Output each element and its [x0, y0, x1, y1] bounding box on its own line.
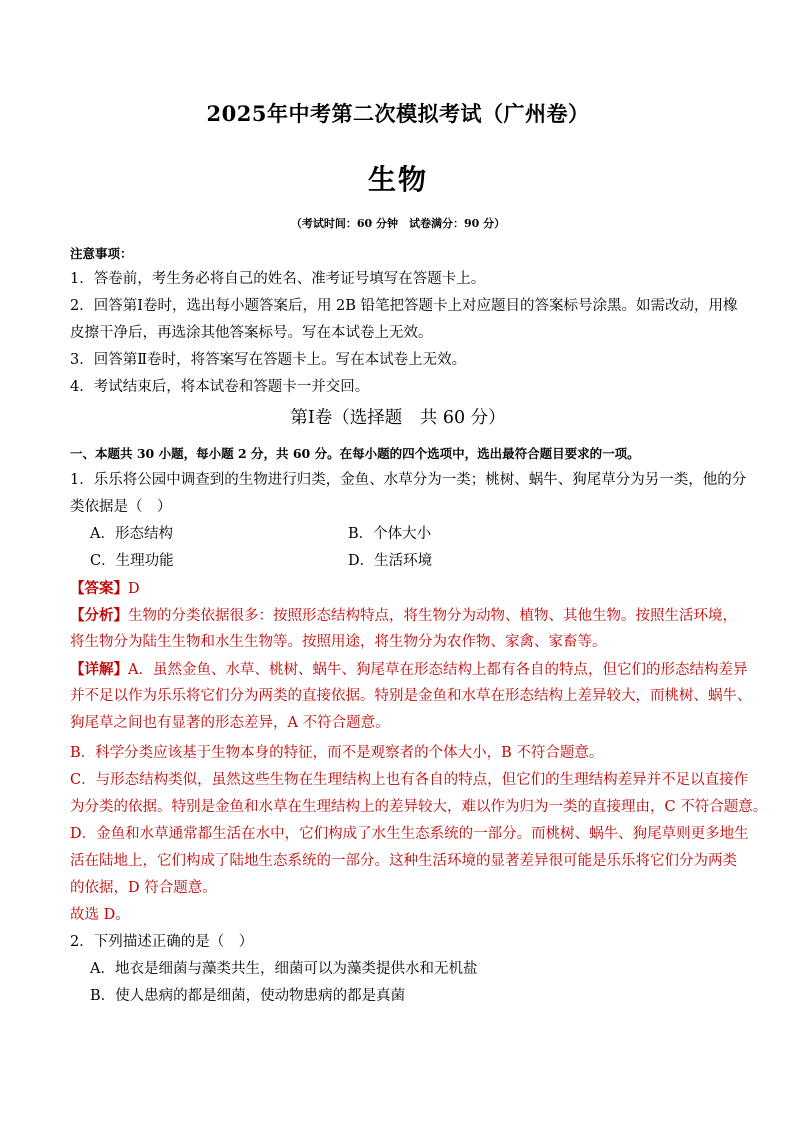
- q1-detail-line: [70, 656, 748, 684]
- q1-detail-line: C．与形态结构类似，虽然这些生物在生理结构上也有各自的特点，但它们的生理结构差异并不足以直接作: [70, 772, 749, 788]
- q2-option-b: B．使人患病的都是细菌，使动物患病的都是真菌: [90, 988, 406, 1004]
- exam-info: （考试时间：60 分钟 试卷满分：90 分）: [290, 217, 506, 230]
- q1-conclusion: 故选 D。: [70, 907, 130, 923]
- analysis-tag: 【分析】: [70, 607, 128, 624]
- note-item: 1．答卷前，考生务必将自己的姓名、准考证号填写在答题卡上。: [70, 271, 486, 287]
- subject-title: 生物: [367, 163, 428, 196]
- q1-detail-line: D．金鱼和水草通常都生活在水中，它们构成了水生生态系统的一部分。而桃树、蜗牛、狗尾草则更多地生: [70, 826, 749, 842]
- answer-value: D: [128, 581, 140, 597]
- q1-stem-line: 1．乐乐将公园中调查到的生物进行归类，金鱼、水草分为一类；桃树、蜗牛、狗尾草分为另一类，他的分: [70, 472, 747, 488]
- q1-analysis-line: 将生物分为陆生生物和水生生物等。按照用途，将生物分为农作物、家禽、家畜等。: [70, 634, 607, 650]
- q1-option-b: B．个体大小: [348, 526, 432, 542]
- analysis-text: 生物的分类依据很多：按照形态结构特点，将生物分为动物、植物、其他生物。按照生活环境，: [128, 608, 737, 624]
- q2-stem: 2．下列描述正确的是（ ）: [70, 934, 254, 950]
- q1-detail-line: 为分类的依据。特别是金鱼和水草在生理结构上的差异较大，难以作为归为一类的直接理由，C 不符合题意。: [70, 799, 768, 815]
- exam-title: 2025年中考第二次模拟考试（广州卷）: [206, 101, 590, 126]
- q1-option-c: C．生理功能: [90, 553, 174, 569]
- detail-text: A．虽然金鱼、水草、桃树、蜗牛、狗尾草在形态结构上都有各自的特点，但它们的形态结构差异: [128, 662, 748, 678]
- note-item: 4．考试结束后，将本试卷和答题卡一并交回。: [70, 379, 370, 395]
- q1-option-d: D．生活环境: [348, 553, 433, 569]
- section-instruction: 一、本题共 30 小题，每小题 2 分，共 60 分。在每小题的四个选项中，选出最符合题目要求的一项。: [70, 446, 640, 461]
- q2-option-a: A．地衣是细菌与藻类共生，细菌可以为藻类提供水和无机盐: [90, 961, 478, 977]
- q1-stem-line: 类依据是（ ）: [70, 499, 172, 515]
- q1-option-a: A．形态结构: [90, 526, 173, 542]
- note-item: 皮擦干净后，再选涂其他答案标号。写在本试卷上无效。: [70, 325, 433, 341]
- section-title: 第Ⅰ卷（选择题 共 60 分）: [290, 408, 506, 428]
- q1-analysis-line: [70, 602, 737, 630]
- answer-tag: 【答案】: [70, 580, 128, 597]
- q1-detail-line: 狗尾草之间也有显著的形态差异，A 不符合题意。: [70, 715, 390, 731]
- q1-detail-line: 并不足以作为乐乐将它们分为两类的直接依据。特别是金鱼和水草在形态结构上差异较大，而桃树、蜗牛、: [70, 688, 752, 704]
- q1-detail-line: 的依据，D 符合题意。: [70, 880, 217, 896]
- q1-answer: [70, 575, 726, 603]
- q1-detail-line: 活在陆地上，它们构成了陆地生态系统的一部分。这种生活环境的显著差异很可能是乐乐将它们分为两类: [70, 853, 737, 869]
- q1-detail-line: B．科学分类应该基于生物本身的特征，而不是观察者的个体大小，B 不符合题意。: [70, 745, 604, 761]
- note-item: 2．回答第Ⅰ卷时，选出每小题答案后，用 2B 铅笔把答题卡上对应题目的答案标号涂黑。如需改动，用橡: [70, 298, 738, 314]
- detail-tag: 【详解】: [70, 661, 128, 678]
- notes-heading: 注意事项：: [70, 246, 133, 261]
- note-item: 3．回答第Ⅱ卷时，将答案写在答题卡上。写在本试卷上无效。: [70, 352, 467, 368]
